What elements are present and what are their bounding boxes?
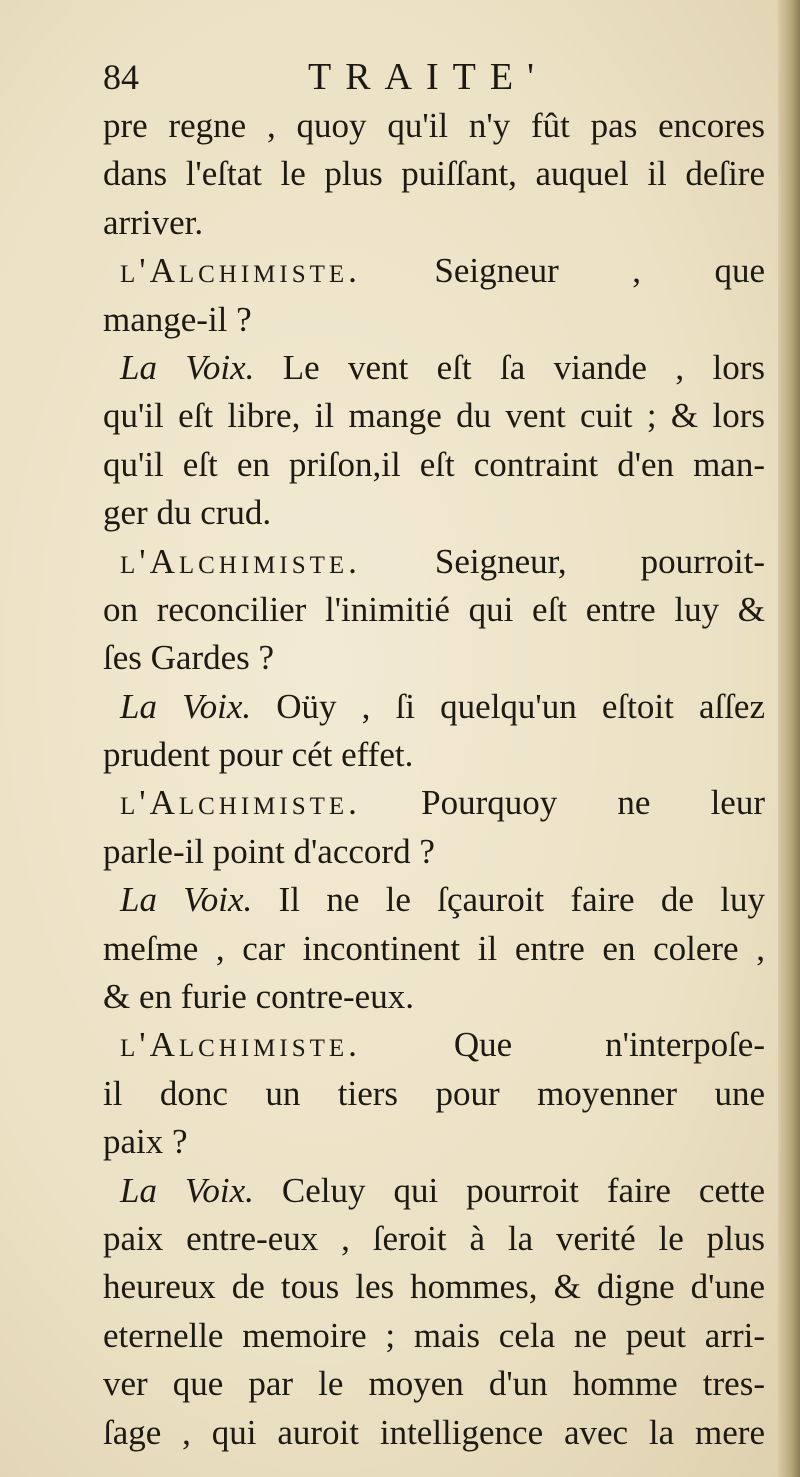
text-line: pre regne , quoy qu'il n'y fût pas encores: [103, 106, 765, 145]
text-line: qu'il eſt libre, il mange du vent cuit ; & lors: [103, 396, 765, 436]
speech-text: Celuy qui pourroit faire cette: [253, 1170, 765, 1210]
text-line: ſes Gardes ?: [103, 638, 275, 678]
text-line: arriver.: [103, 202, 204, 242]
text-line: meſme , car incontinent il entre en colere ,: [103, 928, 765, 968]
speech-text: Seigneur, pourroit-: [360, 541, 765, 581]
speaker-name: l'Alchimiste.: [120, 783, 361, 823]
page-edge: [778, 0, 800, 1477]
speech-text: Pourquoy ne leur: [360, 783, 765, 823]
text-line: & en furie contre-eux.: [103, 977, 414, 1017]
speaker-name: La Voix.: [120, 347, 255, 387]
text-line: dans l'eſtat le plus puiſſant, auquel il deſire: [103, 154, 765, 194]
dialogue-line: [103, 683, 765, 731]
text-line: heureux de tous les hommes, & digne d'une: [103, 1267, 765, 1307]
page-number: 84: [103, 57, 139, 97]
speaker-name: La Voix.: [120, 1170, 254, 1210]
text-line: paix ?: [103, 1122, 188, 1162]
dialogue-line: [103, 247, 765, 295]
speaker-name: La Voix.: [120, 880, 253, 920]
text-line: mange-il ?: [103, 299, 252, 339]
dialogue-line: [103, 876, 765, 924]
speaker-name: l'Alchimiste.: [120, 251, 361, 291]
dialogue-line: [103, 779, 765, 827]
dialogue-line: [103, 344, 765, 392]
text-line: ger du crud.: [103, 493, 272, 533]
text-line: parle-il point d'accord ?: [103, 831, 435, 871]
text-line: paix entre-eux , ſeroit à la verité le plus: [103, 1218, 765, 1258]
speech-text: Que n'interpoſe-: [360, 1025, 765, 1065]
speech-text: Oüy , ſi quelqu'un eſtoit aſſez: [251, 686, 765, 726]
body-text: [103, 102, 765, 1457]
text-line: ſage , qui auroit intelligence avec la mere: [103, 1412, 765, 1452]
text-line: on reconcilier l'inimitié qui eſt entre luy &: [103, 589, 765, 629]
speaker-name: l'Alchimiste.: [120, 1025, 361, 1065]
running-title: TRAITE': [308, 56, 548, 98]
speech-text: Le vent eſt ſa viande , lors: [254, 347, 765, 387]
dialogue-line: [103, 538, 765, 586]
speaker-name: La Voix.: [120, 686, 252, 726]
text-line: prudent pour cét effet.: [103, 735, 414, 775]
dialogue-line: [103, 1021, 765, 1069]
page-header: [103, 52, 763, 102]
text-line: ver que par le moyen d'un homme tres-: [103, 1364, 765, 1404]
text-line: qu'il eſt en priſon,il eſt contraint d'en man-: [103, 444, 765, 484]
dialogue-line: [103, 1167, 765, 1215]
speech-text: Il ne le ſçauroit faire de luy: [252, 880, 765, 920]
text-line: il donc un tiers pour moyenner une: [103, 1073, 765, 1113]
speaker-name: l'Alchimiste.: [120, 541, 361, 581]
text-line: eternelle memoire ; mais cela ne peut arri-: [103, 1315, 765, 1355]
speech-text: Seigneur , que: [360, 251, 765, 291]
